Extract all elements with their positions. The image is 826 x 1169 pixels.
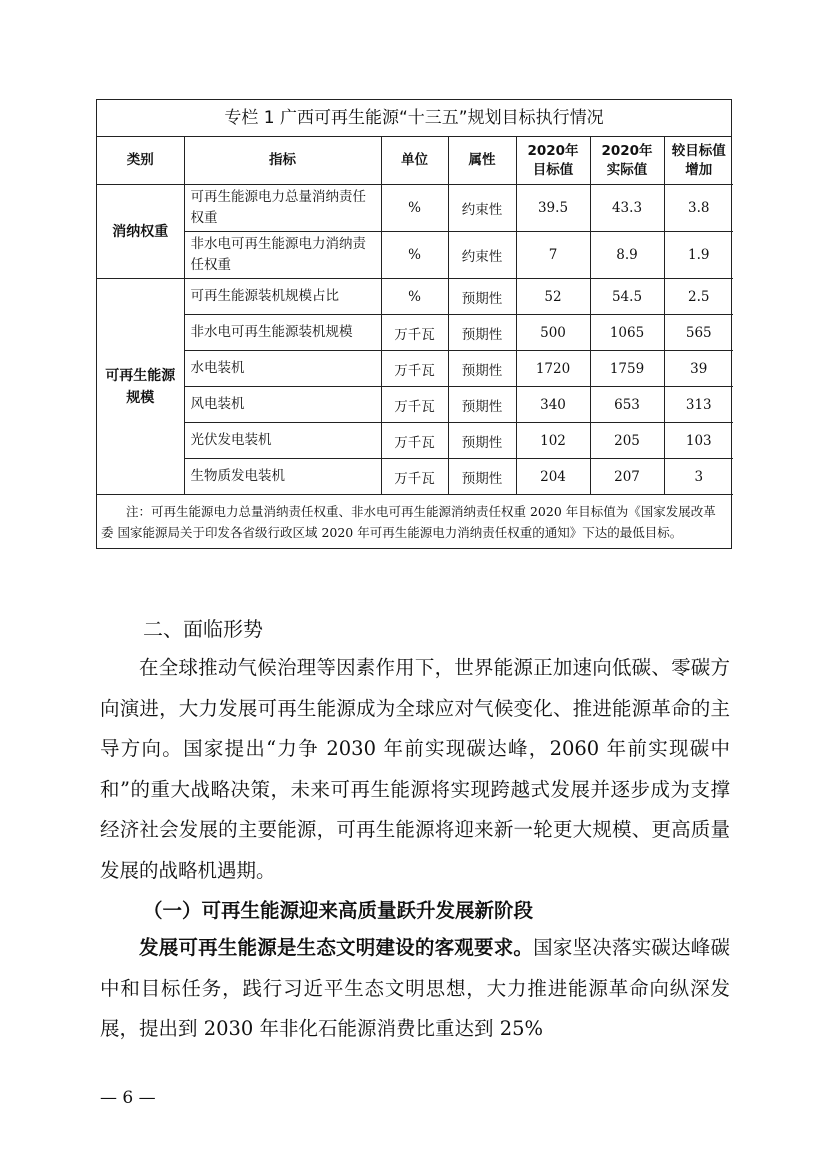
- plan-table: [97, 137, 733, 495]
- cell-delta: 1.9: [664, 232, 733, 279]
- cell-unit: 万千瓦: [381, 351, 448, 387]
- cell-delta: 565: [664, 315, 733, 351]
- cell-target: 1720: [516, 351, 590, 387]
- header-actual-line1: 2020年: [601, 142, 653, 159]
- category-scale: [97, 279, 184, 495]
- cell-unit: %: [381, 232, 448, 279]
- cell-attribute: 预期性: [448, 279, 516, 315]
- header-delta: [664, 137, 733, 185]
- cell-delta: 39: [664, 351, 733, 387]
- page-number: — 6 —: [100, 1088, 156, 1108]
- cell-actual: 653: [590, 387, 664, 423]
- table-row: [97, 279, 733, 315]
- paragraph-body: 国家坚决落实碳达峰碳中和目标任务，践行习近平生态文明思想，大力推进能源革命向纵深发展，提出到 2030 年非化石能源消费比重达到 25%: [100, 936, 730, 1040]
- cell-indicator: 可再生能源装机规模占比: [184, 279, 381, 315]
- cell-attribute: 约束性: [448, 232, 516, 279]
- header-target-line2: 目标值: [532, 161, 574, 178]
- cell-attribute: 约束性: [448, 185, 516, 232]
- paragraph-ecological: [100, 928, 730, 1050]
- header-attribute: 属性: [448, 137, 516, 185]
- category-scale-line1: 可再生能源: [105, 367, 176, 384]
- cell-unit: 万千瓦: [381, 459, 448, 495]
- cell-target: 52: [516, 279, 590, 315]
- cell-indicator: 风电装机: [184, 387, 381, 423]
- cell-indicator: 非水电可再生能源装机规模: [184, 315, 381, 351]
- header-actual-line2: 实际值: [606, 161, 648, 178]
- header-target-line1: 2020年: [527, 142, 579, 159]
- cell-delta: 3: [664, 459, 733, 495]
- category-scale-line2: 规模: [126, 389, 155, 406]
- cell-target: 204: [516, 459, 590, 495]
- cell-delta: 3.8: [664, 185, 733, 232]
- plan-table-box: [96, 99, 732, 549]
- cell-unit: %: [381, 185, 448, 232]
- header-indicator: 指标: [184, 137, 381, 185]
- header-category: 类别: [97, 137, 184, 185]
- subheading: （一）可再生能源迎来高质量跃升发展新阶段: [143, 899, 534, 922]
- cell-attribute: 预期性: [448, 423, 516, 459]
- cell-actual: 8.9: [590, 232, 664, 279]
- cell-unit: 万千瓦: [381, 387, 448, 423]
- cell-target: 39.5: [516, 185, 590, 232]
- cell-attribute: 预期性: [448, 387, 516, 423]
- table-row: [97, 459, 733, 495]
- table-row: [97, 315, 733, 351]
- table-caption: 专栏 1 广西可再生能源“十三五”规划目标执行情况: [97, 100, 731, 137]
- table-row: [97, 423, 733, 459]
- paragraph-situation: 在全球推动气候治理等因素作用下，世界能源正加速向低碳、零碳方向演进，大力发展可再生能源成为全球应对气候变化、推进能源革命的主导方向。国家提出“力争 2030 年前实现碳达峰，2060 年前实现碳中和”的重大战略决策，未来可再生能源将实现跨越式发展并逐步成为支撑经济社会发展的主要能源，可再生能源将迎来新一轮更大规模、更高质量发展的战略机遇期。: [100, 656, 730, 882]
- cell-actual: 1759: [590, 351, 664, 387]
- header-delta-line2: 增加: [685, 161, 713, 178]
- cell-target: 7: [516, 232, 590, 279]
- cell-indicator: 光伏发电装机: [184, 423, 381, 459]
- header-unit: 单位: [381, 137, 448, 185]
- table-header-row: [97, 137, 733, 185]
- section-heading: 二、面临形势: [143, 617, 263, 641]
- cell-attribute: 预期性: [448, 315, 516, 351]
- cell-actual: 205: [590, 423, 664, 459]
- cell-unit: 万千瓦: [381, 423, 448, 459]
- header-delta-line1: 较目标值: [671, 142, 726, 159]
- cell-target: 500: [516, 315, 590, 351]
- cell-actual: 54.5: [590, 279, 664, 315]
- table-row: [97, 387, 733, 423]
- cell-unit: 万千瓦: [381, 315, 448, 351]
- cell-delta: 103: [664, 423, 733, 459]
- table-note: 注：可再生能源电力总量消纳责任权重、非水电可再生能源消纳责任权重 2020 年目标值为《国家发展改革委 国家能源局关于印发各省级行政区域 2020 年可再生能源电力消纳责任权重的通知》下达的最低目标。: [101, 504, 716, 540]
- cell-target: 102: [516, 423, 590, 459]
- category-consumption: 消纳权重: [97, 185, 184, 279]
- cell-indicator: 生物质发电装机: [184, 459, 381, 495]
- cell-indicator: 可再生能源电力总量消纳责任权重: [184, 185, 381, 232]
- cell-delta: 313: [664, 387, 733, 423]
- table-row: [97, 185, 733, 232]
- cell-attribute: 预期性: [448, 351, 516, 387]
- table-row: [97, 232, 733, 279]
- cell-actual: 43.3: [590, 185, 664, 232]
- table-row: [97, 351, 733, 387]
- cell-delta: 2.5: [664, 279, 733, 315]
- header-target: [516, 137, 590, 185]
- cell-indicator: 非水电可再生能源电力消纳责任权重: [184, 232, 381, 279]
- cell-attribute: 预期性: [448, 459, 516, 495]
- cell-indicator: 水电装机: [184, 351, 381, 387]
- cell-target: 340: [516, 387, 590, 423]
- header-actual: [590, 137, 664, 185]
- cell-actual: 207: [590, 459, 664, 495]
- paragraph-lead-bold: 发展可再生能源是生态文明建设的客观要求。: [139, 936, 534, 959]
- cell-actual: 1065: [590, 315, 664, 351]
- cell-unit: %: [381, 279, 448, 315]
